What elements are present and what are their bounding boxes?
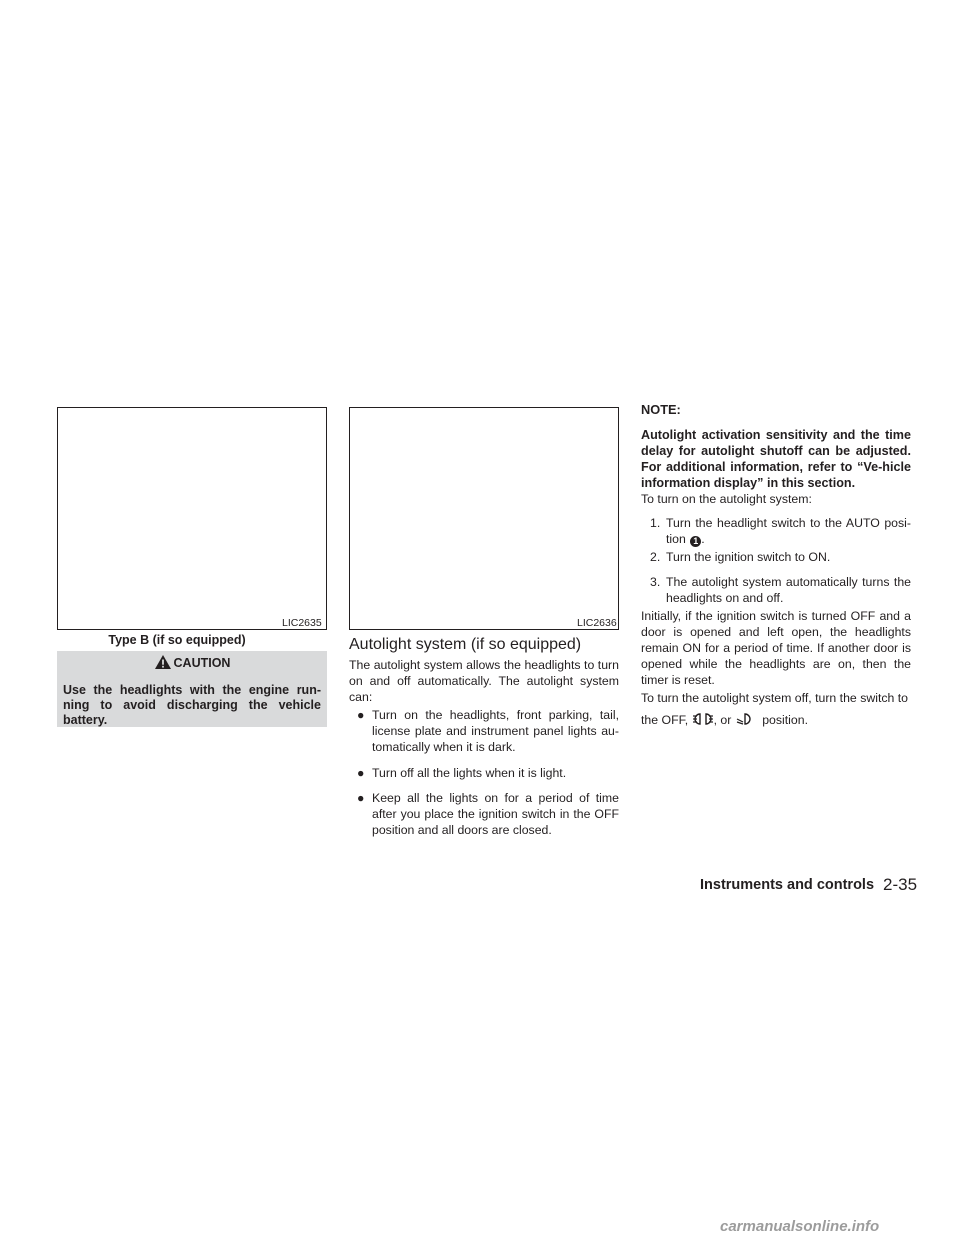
step-number: 1. xyxy=(650,516,661,530)
figure-left-caption: Type B (if so equipped) xyxy=(108,633,246,647)
section-title: Autolight system (if so equipped) xyxy=(349,636,582,653)
bullet-symbol: ● xyxy=(357,708,365,722)
caution-text: Use the headlights with the engine run-ning to avoid discharging the vehicle battery. xyxy=(63,683,321,727)
caution-header xyxy=(57,651,327,675)
step-text: Turn the headlight switch to the AUTO posi-tion xyxy=(666,516,911,546)
bullet-symbol: ● xyxy=(357,766,365,780)
warning-icon xyxy=(154,654,174,673)
callout-marker: 1 xyxy=(690,536,701,547)
bullet-text: Turn off all the lights when it is light. xyxy=(372,766,567,780)
turn-off-line: To turn the autolight system off, turn the switch to xyxy=(641,691,909,705)
note-heading: NOTE: xyxy=(641,402,681,417)
bullet-text: Turn on the headlights, front parking, tail, license plate and instrument panel lights au-tomatically when it is dark. xyxy=(372,708,619,754)
step-number: 3. xyxy=(650,575,661,589)
turn-on-intro: To turn on the autolight system: xyxy=(641,492,812,506)
bullet-symbol: ● xyxy=(357,791,365,805)
headlight-icon xyxy=(735,712,753,730)
figure-middle-label: LIC2636 xyxy=(577,617,617,629)
step-text: Turn the ignition switch to ON. xyxy=(666,550,831,564)
figure-middle xyxy=(349,407,619,630)
note-text: Autolight activation sensitivity and the time delay for autolight shutoff can be adjusted. For additional information, refer to “Ve-hicle information display” in this section. xyxy=(641,428,911,490)
initially-paragraph: Initially, if the ignition switch is turned OFF and a door is opened and left open, the headlights remain ON for a period of time. If another door is opened while the headlights are on, then the timer is reset. xyxy=(641,609,911,687)
step-number: 2. xyxy=(650,550,661,564)
figure-left-label: LIC2635 xyxy=(282,617,322,629)
turn-off-mid: , or xyxy=(713,713,732,727)
turn-off-prefix: the OFF, xyxy=(641,713,689,727)
figure-left xyxy=(57,407,327,630)
caution-title: CAUTION xyxy=(173,656,231,670)
turn-off-positions xyxy=(641,712,911,730)
caution-box xyxy=(57,651,327,727)
bullet-text: Keep all the lights on for a period of time after you place the ignition switch in the OFF position and all doors are closed. xyxy=(372,791,619,837)
section-intro: The autolight system allows the headlights to turn on and off automatically. The autolight system can: xyxy=(349,658,619,704)
watermark: carmanualsonline.info xyxy=(720,1218,880,1235)
step-text: The autolight system automatically turns the headlights on and off. xyxy=(666,575,911,605)
footer-section-title: Instruments and controls xyxy=(700,877,875,893)
parking-light-icon xyxy=(692,712,714,730)
turn-off-suffix: position. xyxy=(762,713,809,727)
page-number: 2-35 xyxy=(883,875,918,894)
